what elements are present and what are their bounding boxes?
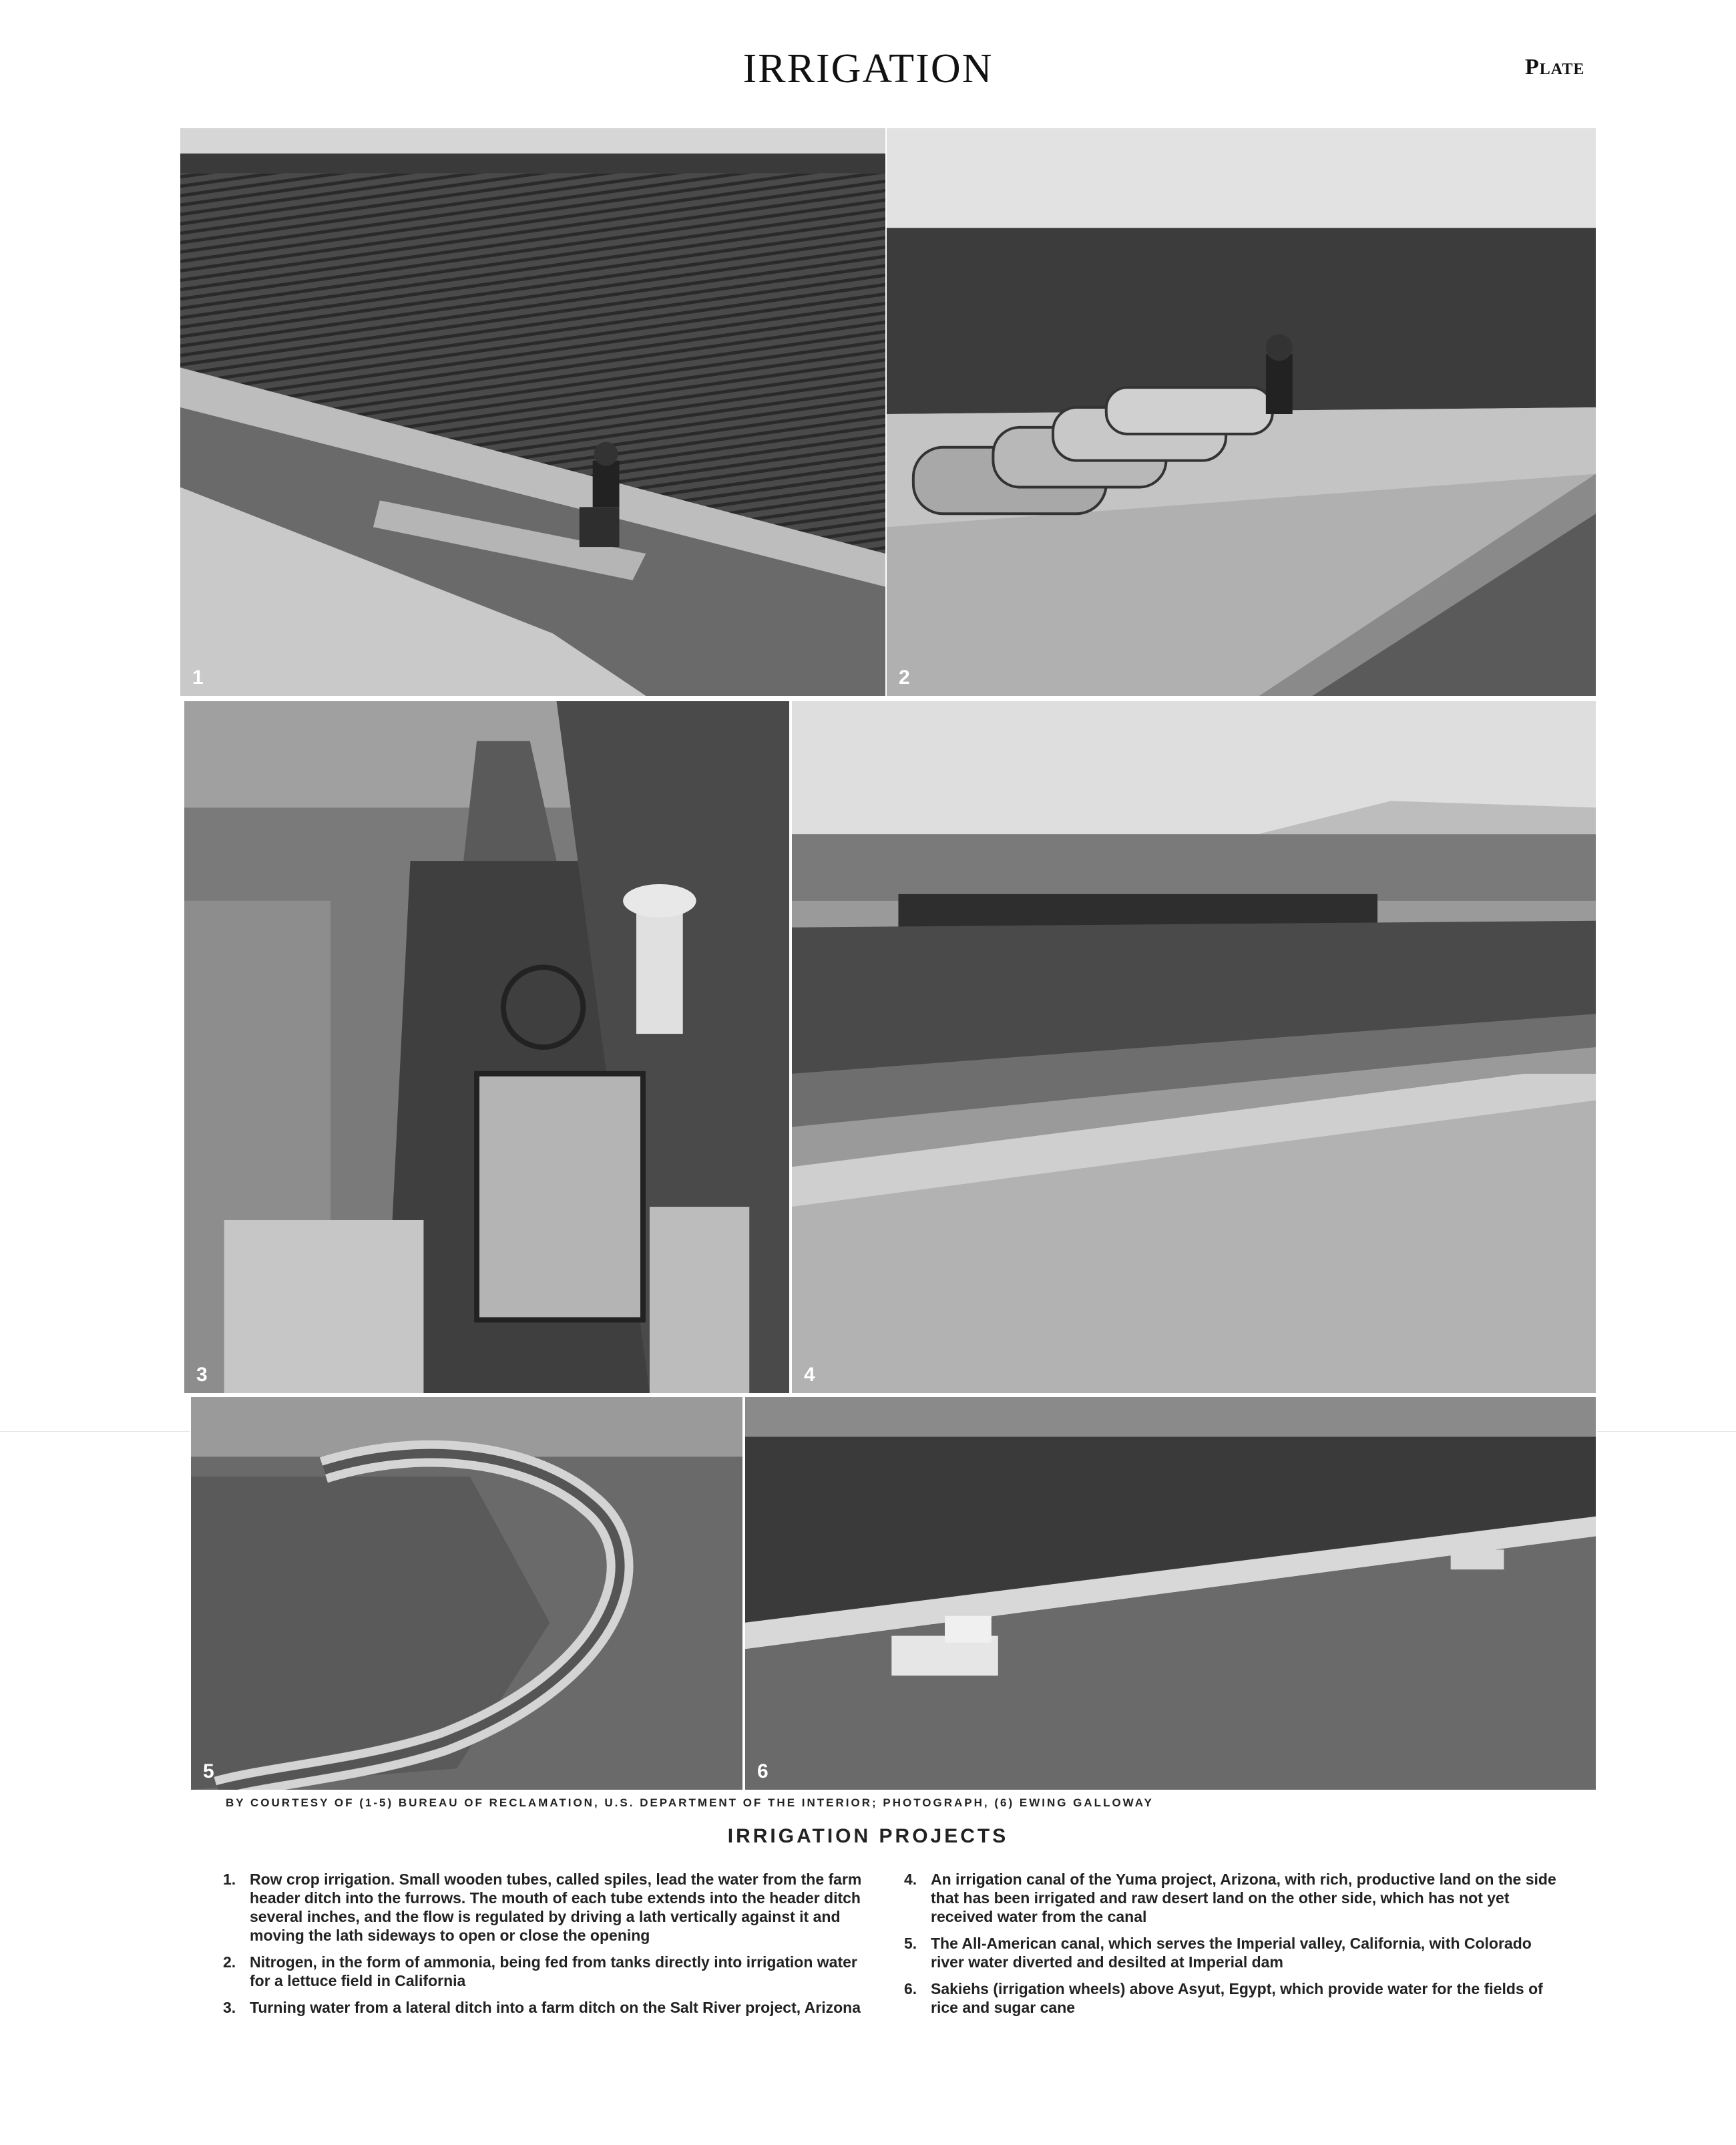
photo-1-image xyxy=(180,128,885,696)
photo-5 xyxy=(190,1396,744,1791)
caption-number: 3. xyxy=(223,1999,236,2016)
photo-number: 4 xyxy=(804,1364,815,1386)
caption-item xyxy=(223,1870,877,1945)
photo-number: 2 xyxy=(899,666,910,689)
caption-text: Nitrogen, in the form of ammonia, being fed from tanks directly into irrigation water for a lettuce field in California xyxy=(250,1953,857,1989)
caption-text: Sakiehs (irrigation wheels) above Asyut, Egypt, which provide water for the fields of rice and sugar cane xyxy=(931,1980,1543,2016)
photo-credit: BY COURTESY OF (1-5) BUREAU OF RECLAMATION, U.S. DEPARTMENT OF THE INTERIOR; PHOTOGRAPH, (6) EWING GALLOWAY xyxy=(226,1796,1154,1809)
caption-number: 6. xyxy=(904,1980,917,1997)
caption-text: Row crop irrigation. Small wooden tubes, called spiles, lead the water from the farm header ditch into the furrows. The mouth of each tube extends into the header ditch several inches, and the flow is regulated by driving a lath vertically against it and moving the lath sideways to open or close the opening xyxy=(250,1871,862,1944)
caption-text: An irrigation canal of the Yuma project, Arizona, with rich, productive land on the side that has been irrigated and raw desert land on the other side, which has not yet received water from the canal xyxy=(931,1871,1556,1925)
photo-4-image xyxy=(792,701,1596,1393)
photo-number: 5 xyxy=(203,1760,214,1782)
caption-item xyxy=(223,1953,877,1990)
photo-3 xyxy=(183,700,791,1394)
caption-number: 2. xyxy=(223,1953,236,1971)
photo-6 xyxy=(744,1396,1597,1791)
photo-2-image xyxy=(887,128,1596,696)
photo-number: 3 xyxy=(196,1364,208,1386)
photo-2 xyxy=(885,127,1597,697)
photo-1 xyxy=(179,127,887,697)
section-subtitle: IRRIGATION PROJECTS xyxy=(727,1825,1009,1847)
caption-item xyxy=(223,1998,877,2017)
caption-item xyxy=(904,1979,1565,2017)
photo-number: 1 xyxy=(192,666,204,689)
photo-4 xyxy=(791,700,1597,1394)
caption-number: 4. xyxy=(904,1871,917,1888)
photo-number: 6 xyxy=(757,1760,769,1782)
page-title: IRRIGATION xyxy=(742,46,994,91)
caption-item xyxy=(904,1870,1565,1926)
caption-text: Turning water from a lateral ditch into a farm ditch on the Salt River project, Arizona xyxy=(250,1999,861,2016)
photo-5-image xyxy=(191,1397,742,1790)
caption-number: 1. xyxy=(223,1871,236,1888)
captions-right-column xyxy=(904,1870,1565,2025)
photo-6-image xyxy=(745,1397,1596,1790)
caption-item xyxy=(904,1934,1565,1971)
photo-3-image xyxy=(184,701,789,1393)
captions-left-column xyxy=(223,1870,877,2025)
plate-label: Plate xyxy=(1525,55,1585,79)
caption-text: The All-American canal, which serves the Imperial valley, California, with Colorado river water diverted and desilted at Imperial dam xyxy=(931,1935,1532,1971)
caption-number: 5. xyxy=(904,1935,917,1952)
